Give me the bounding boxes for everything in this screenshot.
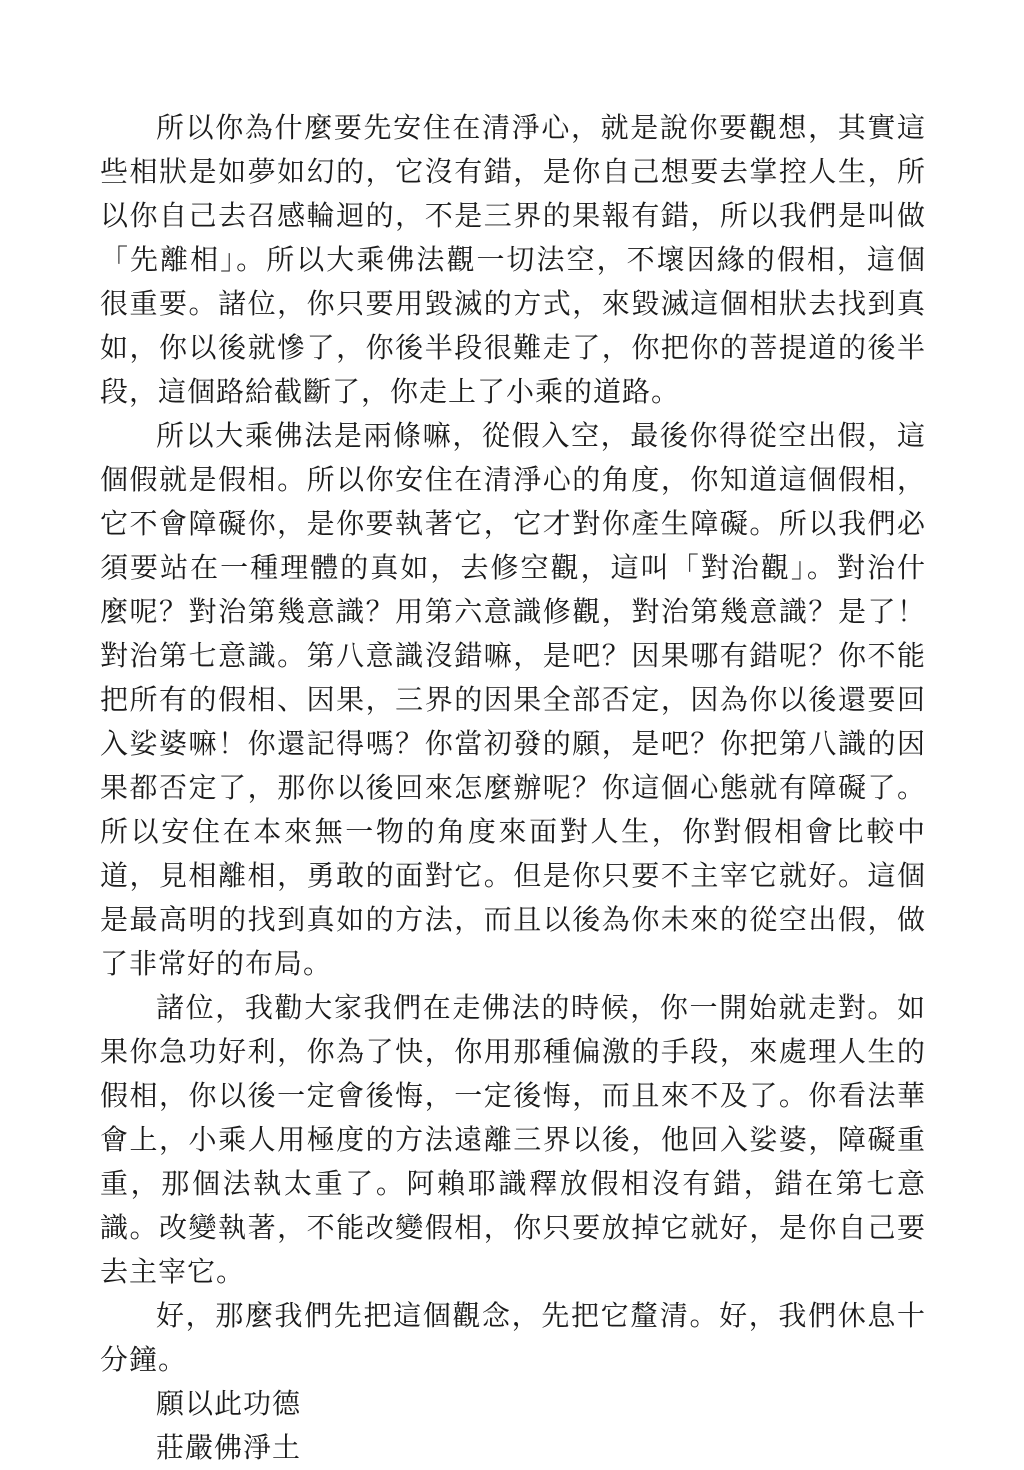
paragraph-2: 所以大乘佛法是兩條嘛，從假入空，最後你得從空出假，這個假就是假相。所以你安住在清淨心的角度，你知道這個假相，它不會障礙你，是你要執著它，它才對你產生障礙。所以我們必須要站在一種理體的真如，去修空觀，這叫「對治觀」。對治什麼呢？對治第幾意識？用第六意識修觀，對治第幾意識？是了！對治第七意識。第八意識沒錯嘛，是吧？因果哪有錯呢？你不能把所有的假相、因果，三界的因果全部否定，因為你以後還要回入娑婆嘛！你還記得嗎？你當初發的願，是吧？你把第八識的因果都否定了，那你以後回來怎麼辦呢？你這個心態就有障礙了。所以安住在本來無一物的角度來面對人生，你對假相會比較中道，見相離相，勇敢的面對它。但是你只要不主宰它就好。這個是最高明的找到真如的方法，而且以後為你未來的從空出假，做了非常好的布局。 <box>100 419 926 980</box>
dedication-line-1: 願以此功德 <box>156 1387 302 1420</box>
paragraph-4: 好，那麼我們先把這個觀念，先把它釐清。好，我們休息十分鐘。 <box>100 1299 926 1376</box>
dedication-line-2: 莊嚴佛淨土 <box>156 1431 302 1464</box>
paragraph-3: 諸位，我勸大家我們在走佛法的時候，你一開始就走對。如果你急功好利，你為了快，你用那種偏激的手段，來處理人生的假相，你以後一定會後悔，一定後悔，而且來不及了。你看法華會上，小乘人用極度的方法遠離三界以後，他回入娑婆，障礙重重，那個法執太重了。阿賴耶識釋放假相沒有錯，錯在第七意識。改變執著，不能改變假相，你只要放掉它就好，是你自己要去主宰它。 <box>100 991 926 1288</box>
paragraph-1: 所以你為什麼要先安住在清淨心，就是說你要觀想，其實這些相狀是如夢如幻的，它沒有錯，是你自己想要去掌控人生，所以你自己去召感輪迴的，不是三界的果報有錯，所以我們是叫做「先離相」。所以大乘佛法觀一切法空，不壞因緣的假相，這個很重要。諸位，你只要用毀滅的方式，來毀滅這個相狀去找到真如，你以後就慘了，你後半段很難走了，你把你的菩提道的後半段，這個路給截斷了，你走上了小乘的道路。 <box>100 111 926 408</box>
document-page <box>100 106 926 1470</box>
